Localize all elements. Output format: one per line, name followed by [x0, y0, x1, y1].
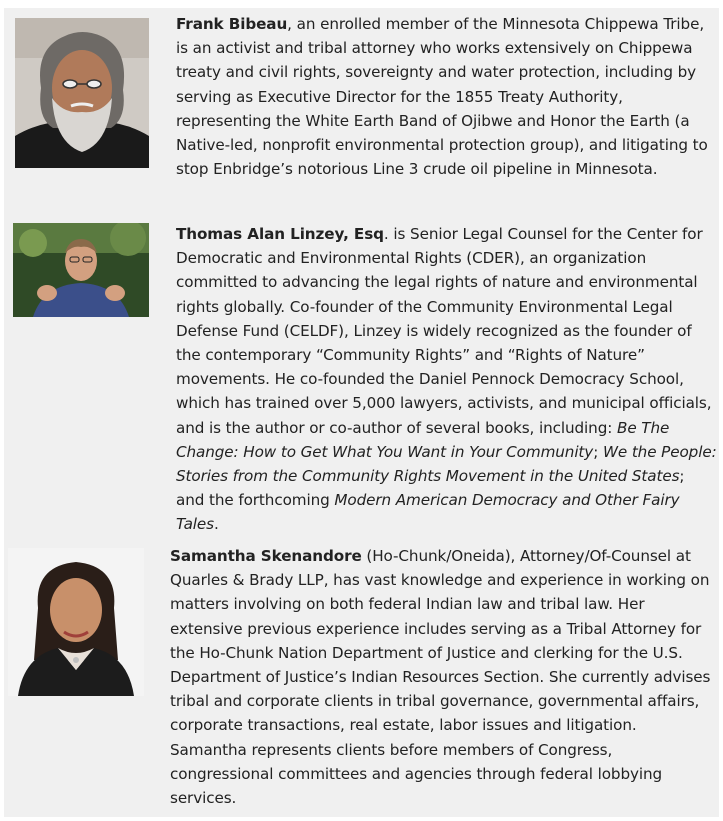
samantha-skenandore-bio: [170, 544, 717, 810]
book-separator: ; and the forthcoming: [176, 467, 685, 510]
thomas-linzey-photo: [13, 223, 149, 317]
bio-end-punctuation: .: [213, 515, 219, 534]
samantha-skenandore-bio-text: (Ho-Chunk/Oneida), Attorney/Of-Counsel at Quarles & Brady LLP, has vast knowledge and experience in working on matters involving on both federal Indian law and tribal law. Her extensive previous experience includes serving as a Tribal Attorney for the Ho-Chunk Nation Department of Justice and clerking for the U.S. Department of Justice’s Indian Resources Section. She currently advises tribal and corporate clients in tribal governance, governmental affairs, corporate transactions, real estate, labor issues and litigation. Samantha represents clients before members of Congress, congressional committees and agencies through federal lobbying services.: [170, 547, 711, 808]
frank-bibeau-bio: [176, 12, 717, 181]
frank-bibeau-name: Frank Bibeau: [176, 15, 288, 33]
thomas-linzey-bio-text: . is Senior Legal Counsel for the Center for Democratic and Environmental Rights (CDER), an organization committed to advancing the legal rights of nature and environmental rights globally. Co-founder of the Community Environmental Legal Defense Fund (CELDF), Linzey is widely recognized as the founder of the contemporary “Community Rights” and “Rights of Nature” movements. He co-founded the Daniel Pennock Democracy School, which has trained over 5,000 lawyers, activists, and municipal officials, and is the author or co-author of several books, including:: [176, 225, 712, 437]
book-title-modern-american-democracy: Modern American Democracy and Other Fairy Tales: [176, 491, 680, 534]
samantha-skenandore-photo: [8, 548, 144, 696]
samantha-skenandore-name: Samantha Skenandore: [170, 547, 362, 565]
book-title-we-the-people: We the People: Stories from the Community Rights Movement in the United States: [176, 442, 717, 486]
book-separator: ;: [593, 442, 603, 461]
frank-bibeau-photo: [15, 18, 149, 168]
book-title-be-the-change: Be The Change: How to Get What You Want in Your Community: [176, 418, 670, 461]
thomas-linzey-bio: [176, 222, 717, 537]
frank-bibeau-bio-text: , an enrolled member of the Minnesota Chippewa Tribe, is an activist and tribal attorney who works extensively on Chippewa treaty and civil rights, sovereignty and water protection, including by serving as Executive Director for the 1855 Treaty Authority, representing the White Earth Band of Ojibwe and Honor the Earth (a Native-led, nonprofit environmental protection group), and litigating to stop Enbridge’s notorious Line 3 crude oil pipeline in Minnesota.: [176, 15, 708, 179]
thomas-linzey-name: Thomas Alan Linzey, Esq: [176, 225, 384, 243]
